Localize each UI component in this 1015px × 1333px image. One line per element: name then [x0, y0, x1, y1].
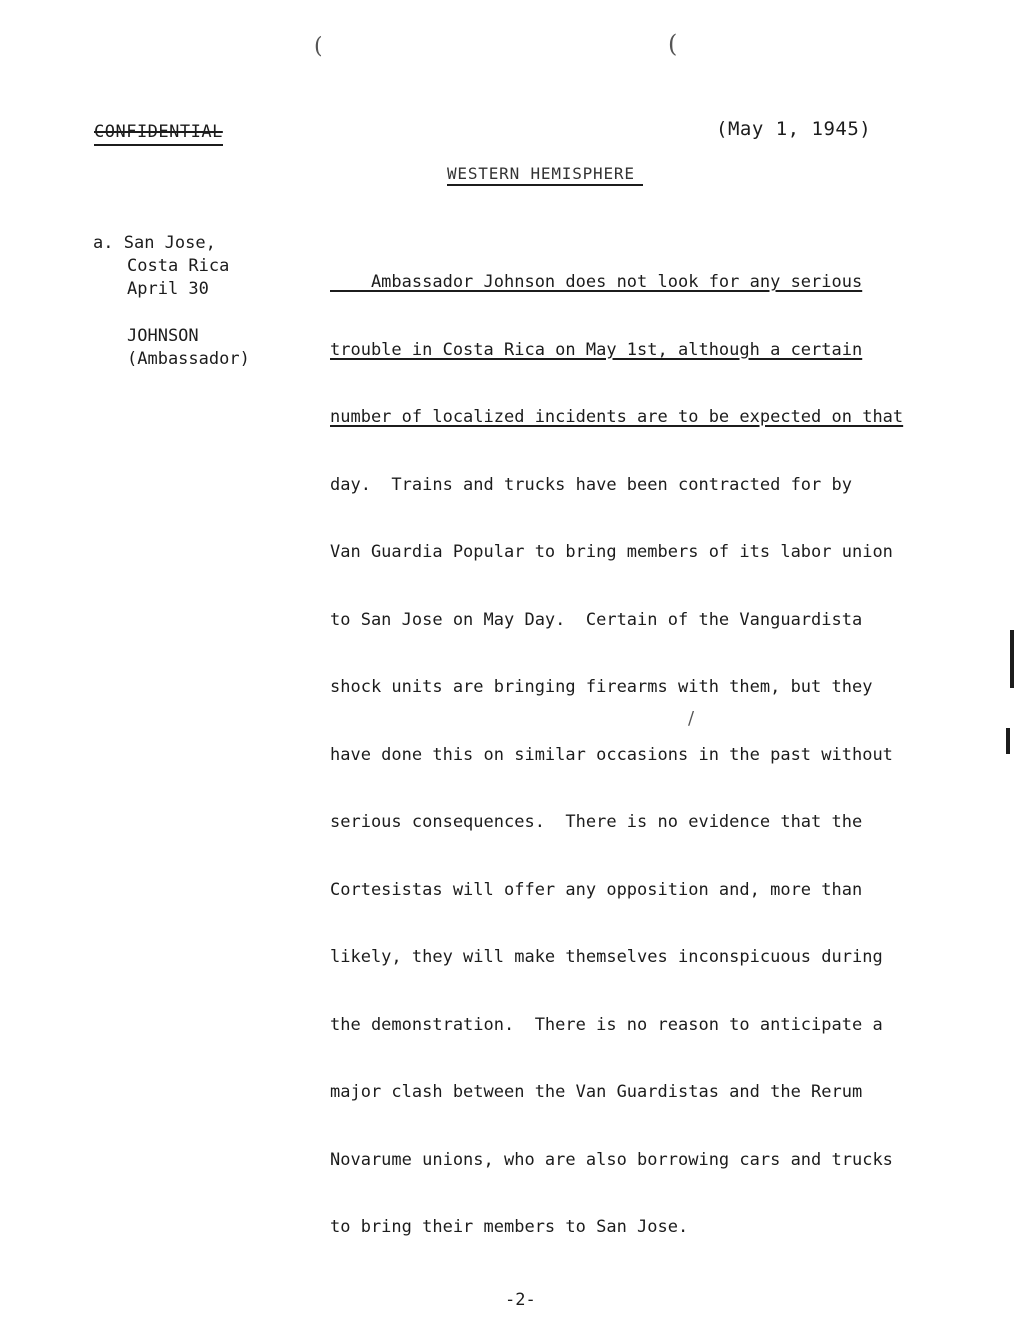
- scan-mark-left: (: [314, 34, 323, 59]
- sidebar-location-line1: [93, 232, 250, 255]
- body-line: Van Guardia Popular to bring members of its labor union: [330, 542, 893, 562]
- classification-stamp: [94, 122, 223, 146]
- location-date: April 30: [127, 279, 209, 299]
- item-letter: a.: [93, 233, 114, 253]
- body-line: shock units are bringing firearms with them, but they: [330, 677, 873, 697]
- body-line: have done this on similar occasions in the past without: [330, 744, 893, 765]
- page-number: -2-: [505, 1290, 536, 1310]
- report-body: [330, 226, 950, 1284]
- classification-underline: [94, 144, 223, 146]
- body-line: Cortesistas will offer any opposition and, more than: [330, 879, 863, 900]
- body-line: likely, they will make themselves inconspicuous during: [330, 947, 883, 967]
- body-line: Ambassador Johnson does not look for any serious: [330, 272, 863, 292]
- body-line: trouble in Costa Rica on May 1st, although a certain: [330, 339, 863, 360]
- edge-mark-upper: [1010, 630, 1014, 688]
- body-line: Novarume unions, who are also borrowing cars and trucks: [330, 1149, 893, 1170]
- body-line: serious consequences. There is no evidence that the: [330, 812, 863, 832]
- body-line: day. Trains and trucks have been contracted for by: [330, 474, 852, 495]
- author-title: (Ambassador): [127, 349, 250, 369]
- author-name: JOHNSON: [127, 326, 199, 346]
- sidebar-author: [93, 325, 250, 348]
- body-line: to San Jose on May Day. Certain of the Vanguardista: [330, 609, 863, 630]
- report-sidebar: [93, 232, 250, 371]
- sidebar-location-date: [93, 278, 250, 301]
- classification-text: CONFIDENTIAL: [94, 122, 223, 142]
- document-date: (May 1, 1945): [716, 118, 872, 140]
- scan-mark-right: (: [668, 30, 678, 58]
- stray-pen-mark: /: [688, 708, 695, 729]
- body-line: to bring their members to San Jose.: [330, 1217, 689, 1237]
- sidebar-spacer: [93, 301, 250, 325]
- edge-mark-lower: [1006, 728, 1010, 754]
- body-line: major clash between the Van Guardistas and the Rerum: [330, 1082, 863, 1102]
- section-title-underline: [447, 184, 643, 186]
- sidebar-location-line2: [93, 255, 250, 278]
- body-line: number of localized incidents are to be expected on that: [330, 407, 904, 427]
- sidebar-author-title: [93, 348, 250, 371]
- location-country: Costa Rica: [127, 256, 230, 276]
- body-line: the demonstration. There is no reason to anticipate a: [330, 1014, 883, 1035]
- section-title-text: WESTERN HEMISPHERE: [447, 164, 635, 183]
- section-title: [447, 164, 643, 186]
- location-city: San Jose,: [123, 233, 216, 253]
